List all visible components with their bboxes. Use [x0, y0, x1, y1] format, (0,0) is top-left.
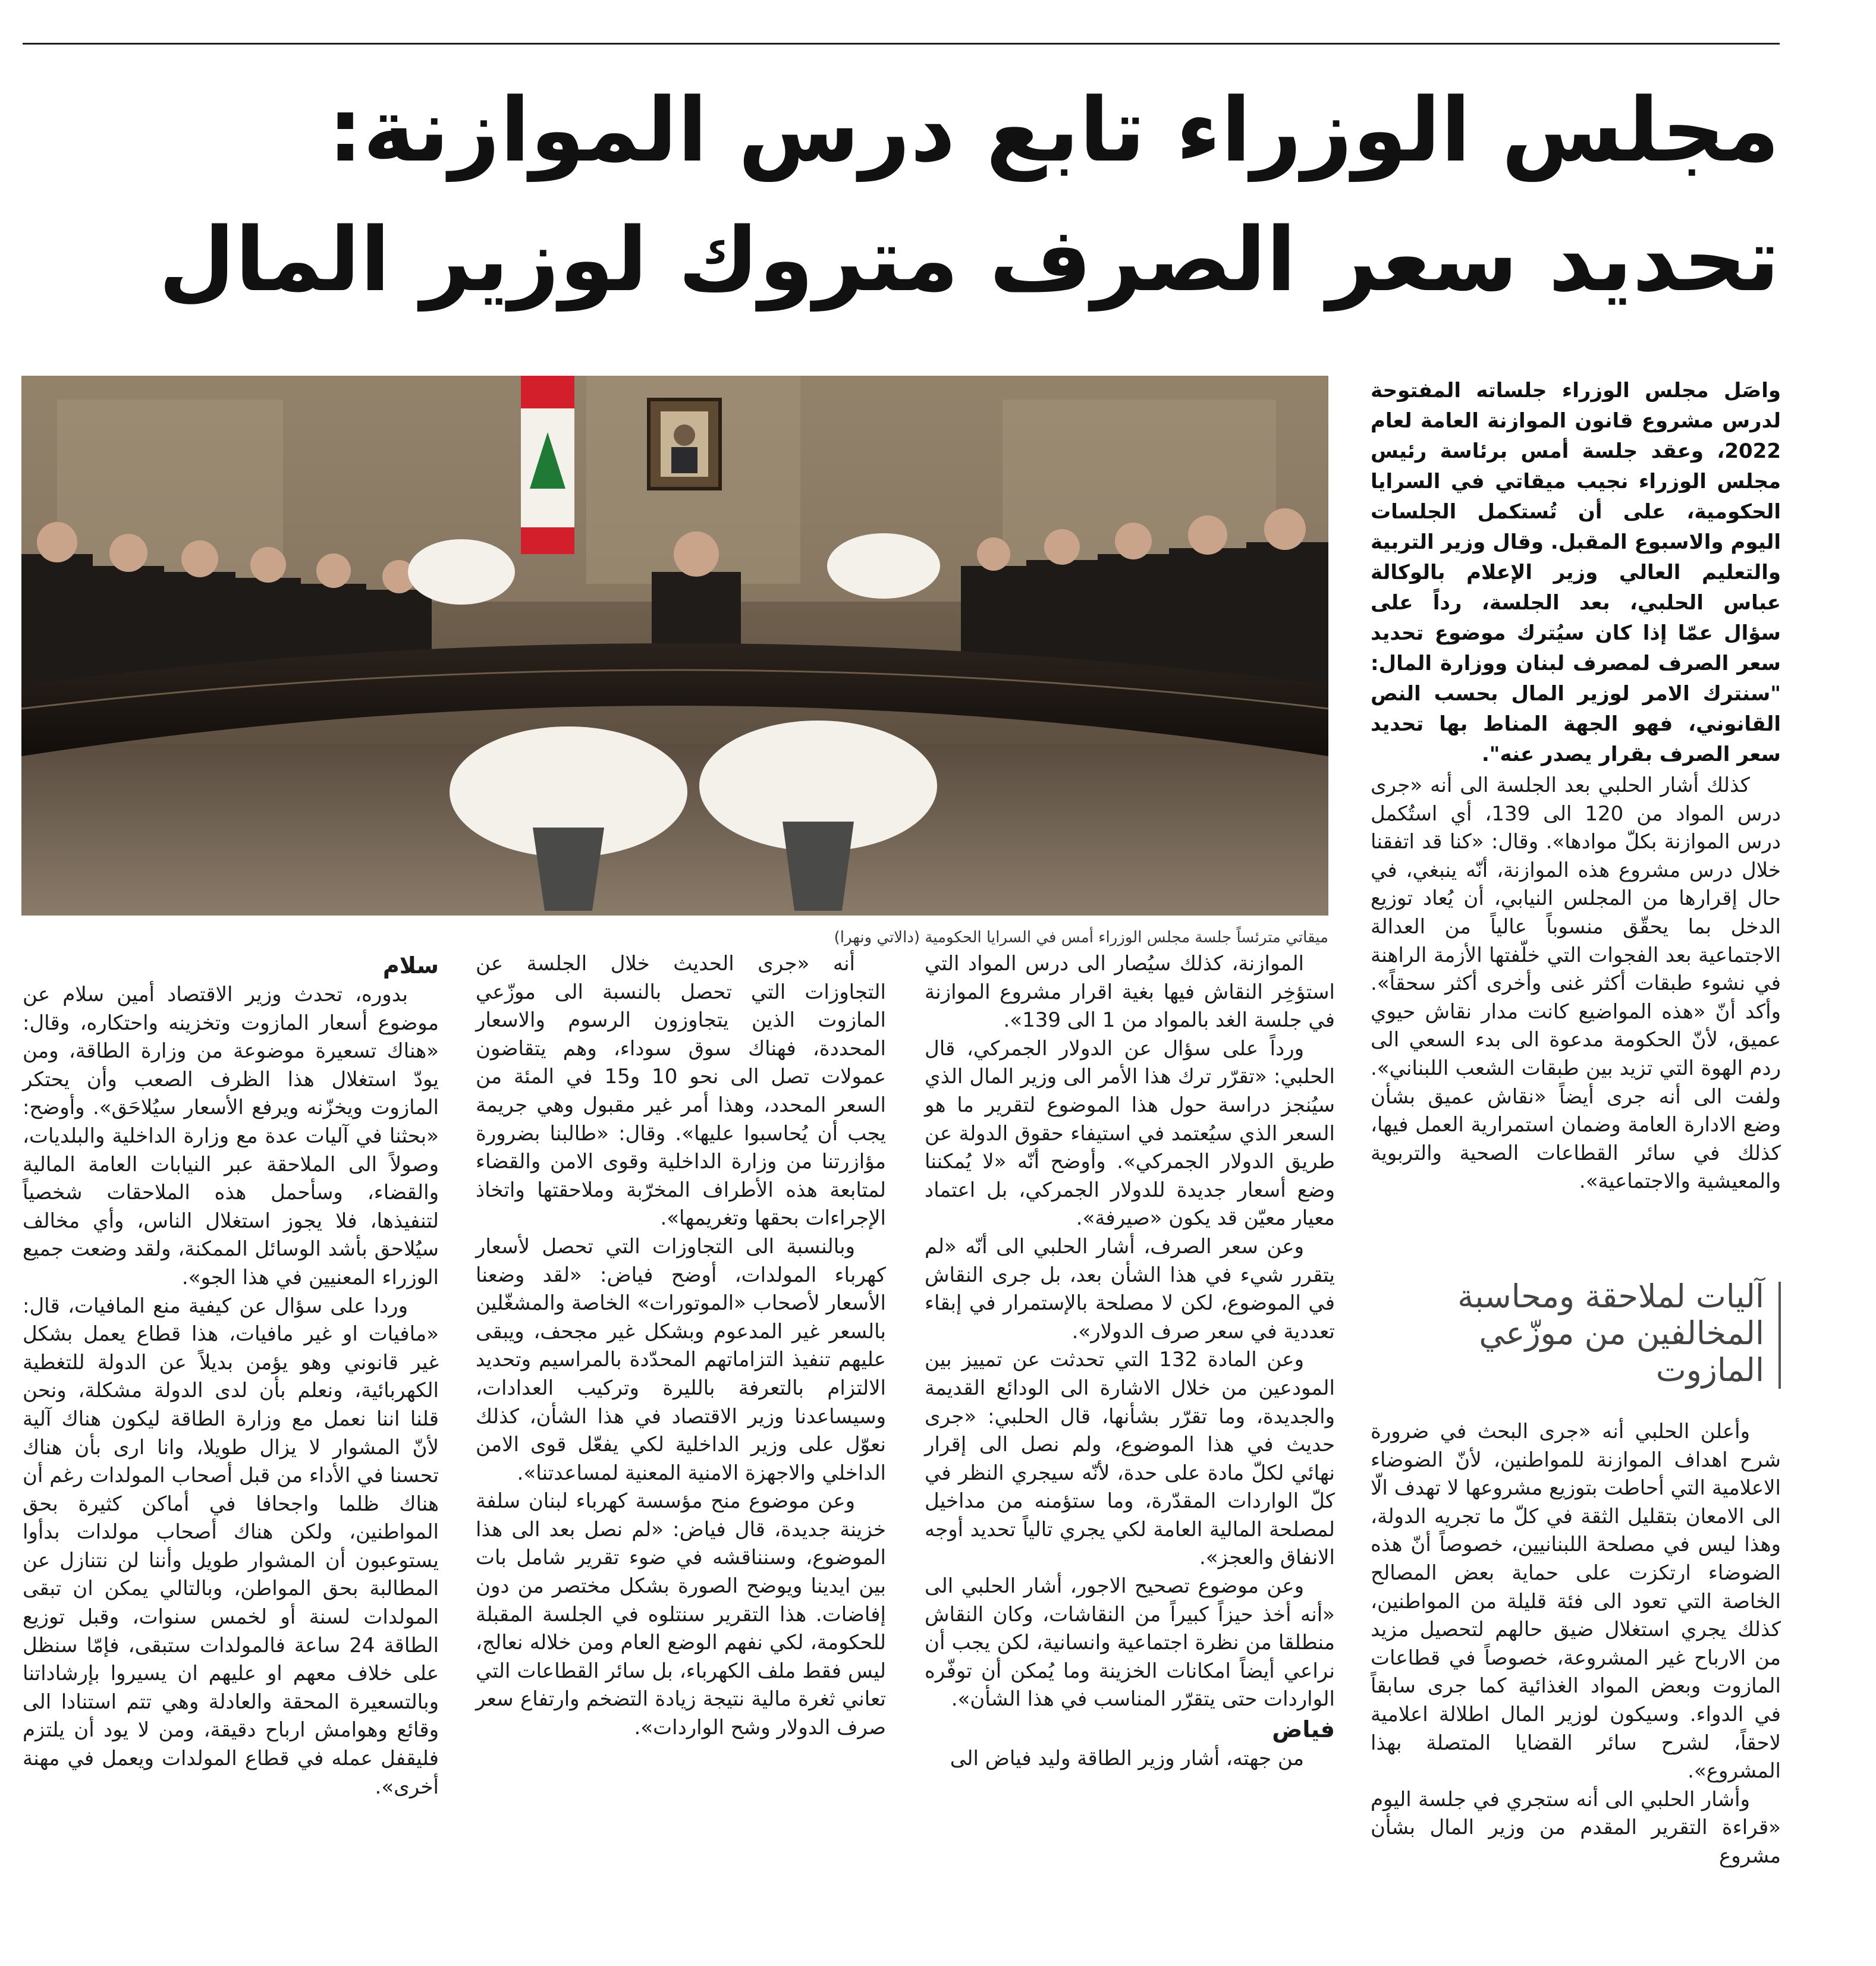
paragraph: بدوره، تحدث وزير الاقتصاد أمين سلام عن موضوع أسعار المازوت وتخزينه واحتكاره، وقال: «هناك تسعيرة موضوعة من وزارة الطاقة، ومن يودّ استغلال هذا الظرف الصعب وأن يحتكر المازوت ويخزّنه ويرفع الأسعار سيُلاحَق». وأوضح: «بحثنا في آليات عدة مع وزارة الداخلية والبلديات، وصولاً الى الملاحقة عبر النيابات العامة المالية والقضاء، وسأحمل هذه الملاحقات شخصياً لتنفيذها، فلا يجوز استغلال الناس، وأي مخالف سيُلاحق بأشد الوسائل الممكنة، ولقد وضعت جميع الوزراء المعنيين في هذا الجو».	[23, 983, 439, 1289]
section-heading-fayad: فياض	[1272, 1716, 1335, 1743]
meeting-illustration	[21, 376, 1328, 916]
lead-paragraph	[1371, 376, 1781, 766]
paragraph: وعن المادة 132 التي تحدثت عن تمييز بين المودعين من خلال الاشارة الى الودائع القديمة والجديدة، وما تقرّر بشأنها، قال الحلبي: «جرى حديث في هذا الموضوع، ولم نصل الى إقرار نهائي لكلّ مادة على حدة، لأنّه سيجري النظر في كلّ الواردات المقدّرة، وما ستؤمنه من مداخيل لمصلحة المالية العامة لكي يجري تالياً تحديد أوجه الانفاق والعجز».	[925, 1348, 1335, 1570]
paragraph: الموازنة، كذلك سيُصار الى درس المواد التي استؤخِر النقاش فيها بغية اقرار مشروع الموازنة في جلسة الغد بالمواد من 1 الى 139».	[925, 952, 1335, 1033]
column-2	[925, 950, 1335, 1949]
paragraph: ورداً على سؤال عن الدولار الجمركي، قال الحلبي: «تقرّر ترك هذا الأمر الى وزير المال الذي سيُنجز دراسة حول هذا الموضوع لتقرير ما هو السعر الذي سيُعتمد في استيفاء حقوق الدولة عن طريق الدولار الجمركي». وأوضح أنّه «لا يُمكننا وضع أسعار جديدة للدولار الجمركي، بل اعتماد معيار معيّن قد يكون «صيرفة».	[925, 1036, 1335, 1231]
paragraph: أنه «جرى الحديث خلال الجلسة عن التجاوزات التي تحصل بالنسبة الى موزّعي المازوت الذين يتجاوزون الرسوم والاسعار المحددة، فهناك سوق سوداء، وهم يتقاضون عمولات تصل الى نحو 10 و15 في المئة من السعر المحدد، وهذا أمر غير مقبول وهي جريمة يجب أن يُحاسبوا عليها». وقال: «طالبنا بضرورة مؤازرتنا من وزارة الداخلية وقوى الامن والقضاء لمتابعة هذه الأطراف المخرّبة وملاحقتها واتخاذ الإجراءات بحقها وتغريمها».	[476, 952, 886, 1231]
subheading-bar	[1778, 1282, 1781, 1389]
paragraph: وعن موضوع منح مؤسسة كهرباء لبنان سلفة خزينة جديدة، قال فياض: «لم نصل بعد الى هذا الموضوع، وسنناقشه في ضوء تقرير شامل بات بين ايدينا ويوضح الصورة بشكل مختصر من دون إفاضات. هذا التقرير سنتلوه في الجلسة المقبلة للحكومة، لكي نفهم الوضع العام ومن خلاله نعالج، ليس فقط ملف الكهرباء، بل سائر القطاعات التي تعاني ثغرة مالية نتيجة زيادة التضخم وارتفاع سعر صرف الدولار وشح الواردات».	[476, 1489, 886, 1740]
subheading-block	[1371, 1278, 1781, 1391]
lead-text: واصَل مجلس الوزراء جلساته المفتوحة لدرس مشروع قانون الموازنة العامة لعام 2022، وعقد جلسة أمس برئاسة رئيس مجلس الوزراء نجيب ميقاتي في السرايا الحكومية، على أن تُستكمل الجلسات اليوم والاسبوع المقبل. وقال وزير التربية والتعليم العالي وزير الإعلام بالوكالة عباس الحلبي، بعد الجلسة، رداً على سؤال عمّا إذا كان سيُترك موضوع تحديد سعر الصرف لمصرف لبنان ووزارة المال: "سنترك الامر لوزير المال بحسب النص القانوني، فهو الجهة المناط بها تحديد سعر الصرف بقرار يصدر عنه".	[1371, 379, 1781, 766]
section-heading-salam: سلام	[382, 952, 439, 979]
paragraph: وعن سعر الصرف، أشار الحلبي الى أنّه «لم يتقرر شيء في هذا الشأن بعد، بل جرى النقاش في الموضوع، لكن لا مصلحة بالإستمرار في إبقاء تعددية في سعر صرف الدولار».	[925, 1234, 1335, 1344]
subheading: آليات لملاحقة ومحاسبة المخالفين من موزّعي المازوت	[1457, 1278, 1764, 1389]
headline-line-1: مجلس الوزراء تابع درس الموازنة:	[328, 79, 1780, 181]
column-3	[476, 950, 886, 1949]
paragraph: وأعلن الحلبي أنه «جرى البحث في ضرورة شرح اهداف الموازنة للمواطنين، لأنّ الضوضاء الاعلامية التي أحاطت بتوزيع مشروعها لا تهدف الّا الى الامعان بتقليل الثقة في كلّ ما تجريه الدولة، وهذا ليس في مصلحة اللبنانيين، خصوصاً أنّ هذه الضوضاء ارتكزت على حماية بعض المصالح الخاصة التي تعود الى فئة قليلة من المواطنين، كذلك يجري استغلال ضيق حالهم لتحصيل مزيد من الارباح غير المشروعة، خصوصاً في قطاعات المازوت وبعض المواد الغذائية كما جرى سابقاً في الدواء. وسيكون لوزير المال اطلالة اعلامية لاحقاً، لشرح سائر القضايا المتصلة بهذا المشروع».	[1371, 1420, 1781, 1783]
headline-line-2: تحديد سعر الصرف متروك لوزير المال	[158, 209, 1780, 311]
paragraph: وردا على سؤال عن كيفية منع المافيات، قال: «مافيات او غير مافيات، هذا قطاع يعمل بشكل غير قانوني وهو يؤمن بديلاً عن الدولة للتغطية الكهربائية، ونعلم بأن لدى الدولة مشكلة، ونحن قلنا اننا نعمل مع وزارة الطاقة ليكون هناك آلية لأنّ المشوار لا يزال طويلا، وانا ارى بأن هناك تحسنا في الأداء من قبل أصحاب المولدات رغم أن هناك ظلما واجحافا في أماكن كثيرة بحق المواطنين، ولكن هناك أصحاب مولدات بدأوا يستوعبون أن المشوار طويل وأننا لن نتنازل عن المطالبة بحق المواطن، وبالتالي يمكن ان تبقى المولدات لسنة أو لخمس سنوات، وقبل توزيع الطاقة 24 ساعة فالمولدات ستبقى، فإمّا سنظل على خلاف معهم او عليهم ان يسيروا بإرشاداتنا وبالتسعيرة المحقة والعادلة وهي تتم استنادا الى وقائع وهوامش ارباح دقيقة، ومن لا يود أن يلتزم فليقفل عمله في قطاع المولدات ويعمل في مهنة أخرى».	[23, 1294, 439, 1799]
paragraph: من جهته، أشار وزير الطاقة وليد فياض الى	[950, 1747, 1304, 1771]
photo-caption: ميقاتي مترئساً جلسة مجلس الوزراء أمس في السرايا الحكومية (دالاتي ونهرا)	[834, 929, 1328, 946]
top-rule	[23, 43, 1780, 45]
column-1-upper	[1371, 772, 1781, 1259]
column-1-lower	[1371, 1418, 1781, 1947]
cabinet-meeting-photo	[21, 376, 1328, 916]
paragraph: كذلك أشار الحلبي بعد الجلسة الى أنه «جرى درس المواد من 120 الى 139، أي استُكمل درس الموازنة بكلّ موادها». وقال: «كنا قد اتفقنا خلال درس مشروع هذه الموازنة، أنّه ينبغي، في حال إقرارها من المجلس النيابي، أن يُعاد توزيع الدخل بما يحقّق منسوباً عالياً من العدالة الاجتماعية بعد الفجوات التي خلّفتها الأزمة الراهنة في نشوء طبقات أكثر غنى وأخرى أكثر سحقاً». وأكد أنّ «هذه المواضيع كانت مدار نقاش حيوي عميق، لأنّ الحكومة مدعوة الى بدء السعي الى ردم الهوة التي تزيد بين طبقات الشعب اللبناني». ولفت الى أنه جرى أيضاً «نقاش عميق بشأن وضع الادارة العامة وضمان استمرارية العمل فيها، كذلك في سائر القطاعات الصحية والتربوية والمعيشية والاجتماعية».	[1371, 773, 1781, 1194]
column-4	[23, 950, 439, 1949]
paragraph: وعن موضوع تصحيح الاجور، أشار الحلبي الى «أنه أخذ حيزاً كبيراً من النقاشات، وكان النقاش منطلقا من نظرة اجتماعية وانسانية، لكن يجب أن نراعي أيضاً امكانات الخزينة وما يُمكن أن توفّره الواردات حتى يتقرّر المناسب في هذا الشأن».	[925, 1574, 1335, 1712]
headline	[23, 65, 1780, 325]
paragraph: وبالنسبة الى التجاوزات التي تحصل لأسعار كهرباء المولدات، أوضح فياض: «لقد وضعنا الأسعار لأصحاب «الموتورات» الخاصة والمشغّلين بالسعر غير المدعوم وبشكل غير مجحف، ويبقى عليهم تنفيذ التزاماتهم المحدّدة بالمراسيم وتحديد الالتزام بالتعرفة بالليرة وتركيب العدادات، وسيساعدنا وزير الاقتصاد في هذا الشأن، كذلك نعوّل على وزير الداخلية لكي يفعّل قوى الامن الداخلي والاجهزة الامنية المعنية لمساعدتنا».	[476, 1234, 886, 1485]
paragraph: وأشار الحلبي الى أنه ستجري في جلسة اليوم «قراءة التقرير المقدم من وزير المال بشأن مشروع	[1371, 1787, 1781, 1868]
